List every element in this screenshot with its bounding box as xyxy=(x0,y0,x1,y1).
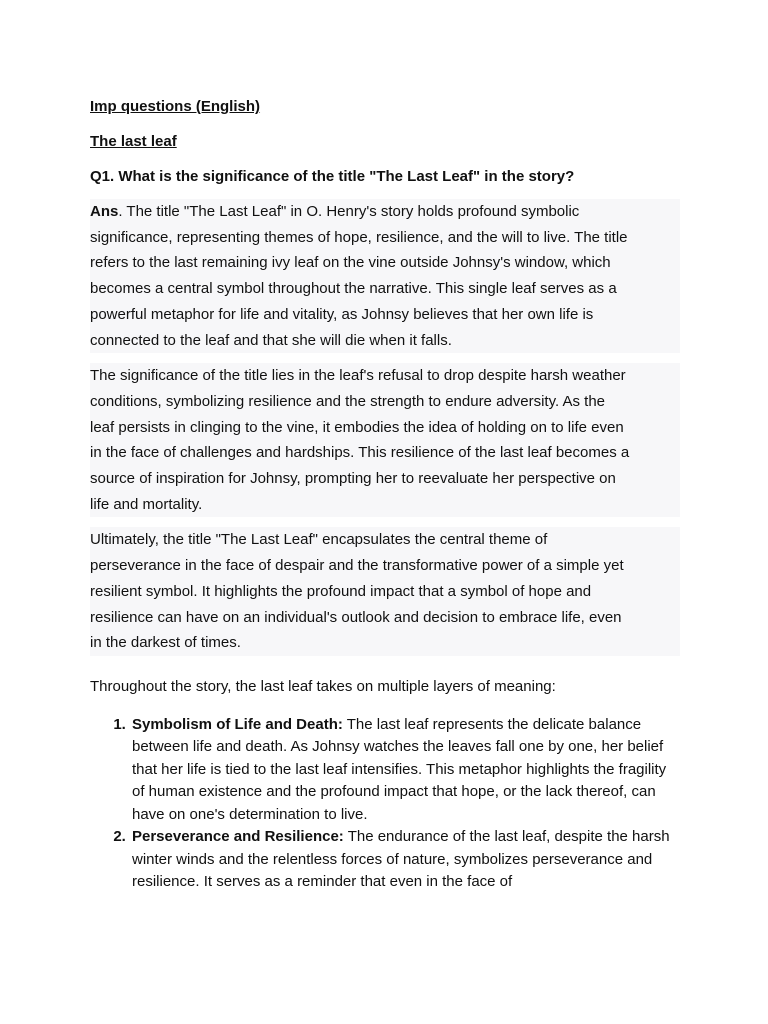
meaning-list xyxy=(90,714,680,894)
text-line: Ultimately, the title "The Last Leaf" encapsulates the central theme of xyxy=(90,527,680,553)
answer-paragraph-2 xyxy=(90,363,680,517)
text-line: perseverance in the face of despair and the transformative power of a simple yet xyxy=(90,553,680,579)
section-title: The last leaf xyxy=(90,133,177,150)
list-item-title: Perseverance and Resilience: xyxy=(132,828,344,846)
list-item-title: Symbolism of Life and Death: xyxy=(132,715,343,733)
text-line: significance, representing themes of hope, resilience, and the will to live. The title xyxy=(90,225,680,251)
question-text: Q1. What is the significance of the title "The Last Leaf" in the story? xyxy=(90,168,575,185)
text-line: resilience can have on an individual's outlook and decision to embrace life, even xyxy=(90,605,680,631)
document-page xyxy=(90,94,680,894)
answer-label: Ans xyxy=(90,203,119,220)
text-line: The significance of the title lies in the leaf's refusal to drop despite harsh weather xyxy=(90,363,680,389)
text-line: in the darkest of times. xyxy=(90,630,680,656)
list-item xyxy=(130,714,680,827)
text-line: resilient symbol. It highlights the profound impact that a symbol of hope and xyxy=(90,579,680,605)
answer-first-line xyxy=(90,199,680,225)
list-item xyxy=(130,826,680,894)
text-line: refers to the last remaining ivy leaf on the vine outside Johnsy's window, which xyxy=(90,250,680,276)
answer-paragraph-3 xyxy=(90,527,680,656)
text-line: conditions, symbolizing resilience and the strength to endure adversity. As the xyxy=(90,389,680,415)
text-line: becomes a central symbol throughout the narrative. This single leaf serves as a xyxy=(90,276,680,302)
list-item-text: The last leaf represents the delicate balance between life and death. As Johnsy watches the leaves fall one by one, her belief that her life is tied to the last leaf intensifies. This metaphor highlights the fragility of human existence and the profound impact that hope, or the lack thereof, can have on one's determination to live. xyxy=(132,715,667,823)
text-line: life and mortality. xyxy=(90,492,680,518)
list-intro: Throughout the story, the last leaf takes on multiple layers of meaning: xyxy=(90,677,556,695)
text-line: leaf persists in clinging to the vine, it embodies the idea of holding on to life even xyxy=(90,415,680,441)
document-heading: Imp questions (English) xyxy=(90,98,261,115)
answer-paragraph-1 xyxy=(90,199,680,353)
text-line: source of inspiration for Johnsy, prompting her to reevaluate her perspective on xyxy=(90,466,680,492)
list-item-text: The endurance of the last leaf, despite the harsh winter winds and the relentless forces of nature, symbolizes perseverance and resilience. It serves as a reminder that even in the face of xyxy=(132,828,670,891)
answer-lead-text: . The title "The Last Leaf" in O. Henry's story holds profound symbolic xyxy=(118,203,580,220)
text-line: in the face of challenges and hardships. This resilience of the last leaf becomes a xyxy=(90,440,680,466)
text-line: powerful metaphor for life and vitality, as Johnsy believes that her own life is xyxy=(90,302,680,328)
text-line: connected to the leaf and that she will die when it falls. xyxy=(90,328,680,354)
